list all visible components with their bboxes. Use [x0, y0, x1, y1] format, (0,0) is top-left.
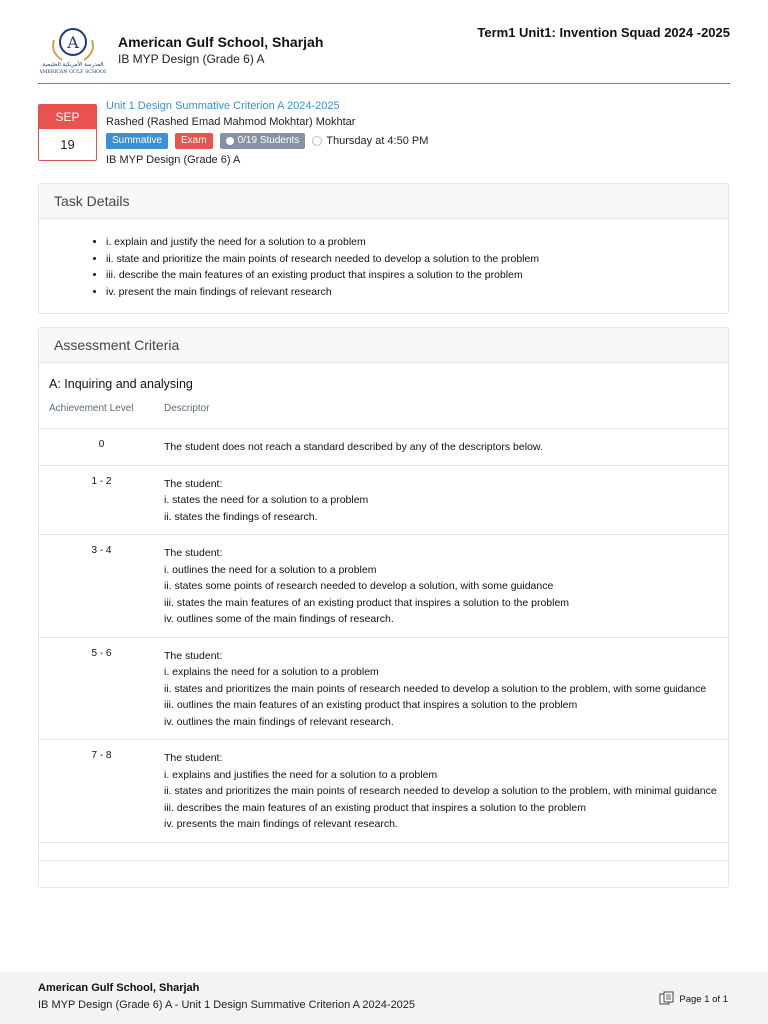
clock-icon	[312, 136, 322, 146]
assessment-criteria-panel	[38, 327, 729, 888]
task-class: IB MYP Design (Grade 6) A	[106, 154, 241, 166]
descriptor	[164, 638, 728, 740]
page-indicator	[659, 991, 728, 1008]
table-row	[39, 429, 728, 466]
students-count: 0/19 Students	[237, 135, 300, 146]
descriptor-line: iii. describes the main features of an existing product that inspires a solution to the problem	[164, 801, 586, 814]
descriptor-line: ii. states the findings of research.	[164, 510, 318, 523]
due-date-calendar	[38, 104, 97, 161]
descriptor-line: iv. presents the main findings of relevant research.	[164, 818, 398, 830]
descriptor-line: iii. outlines the main features of an existing product that inspires a solution to the problem	[164, 699, 578, 711]
due-time	[312, 135, 428, 147]
footer-school-name: American Gulf School, Sharjah	[38, 982, 200, 994]
table-row	[39, 466, 728, 536]
assessment-heading: Assessment Criteria	[39, 328, 728, 363]
school-logo	[40, 22, 106, 76]
criteria-table	[39, 428, 728, 861]
descriptor-line: i. outlines the need for a solution to a problem	[164, 563, 377, 576]
due-time-text: Thursday at 4:50 PM	[326, 135, 429, 147]
task-details-heading: Task Details	[39, 184, 728, 219]
list-item: • iii. describe the main features of an existing product that inspires a solution to the problem	[106, 267, 728, 284]
achievement-level: 1 - 2	[91, 475, 112, 487]
task-tags	[106, 133, 428, 149]
svg-text:المدرسة الأمريكية الخليجية: المدرسة الأمريكية الخليجية	[42, 62, 104, 68]
descriptor-line: The student:	[164, 477, 223, 490]
class-name: IB MYP Design (Grade 6) A	[118, 52, 265, 66]
achievement-level: 3 - 4	[91, 545, 112, 556]
school-name: American Gulf School, Sharjah	[118, 34, 324, 50]
table-row-empty	[39, 843, 728, 861]
list-item: • i. explain and justify the need for a solution to a problem	[106, 234, 728, 251]
descriptor	[164, 429, 728, 465]
descriptor-line: ii. states some points of research needed to develop a solution, with some guidance	[164, 580, 554, 592]
task-title-link[interactable]: Unit 1 Design Summative Criterion A 2024-2025	[106, 100, 340, 112]
descriptor	[164, 740, 728, 842]
descriptor-line: i. states the need for a solution to a problem	[164, 494, 369, 506]
pages-icon	[659, 991, 675, 1008]
list-item: • ii. state and prioritize the main points of research needed to develop a solution to the problem	[106, 251, 728, 268]
descriptor-line: ii. states and prioritizes the main points of research needed to develop a solution to the problem, with minimal guidance	[164, 785, 717, 797]
task-info	[106, 99, 428, 167]
descriptor-line: The student does not reach a standard described by any of the descriptors below.	[164, 441, 543, 453]
exam-badge: Exam	[175, 133, 213, 149]
calendar-day: 19	[60, 137, 75, 152]
table-row	[39, 535, 728, 638]
task-details-panel	[38, 183, 729, 314]
table-row	[39, 740, 728, 843]
achievement-level: 0	[98, 439, 105, 450]
page-header	[38, 0, 730, 84]
descriptor-line: iii. states the main features of an existing product that inspires a solution to the problem	[164, 596, 570, 609]
column-header-descriptor: Descriptor	[164, 403, 210, 414]
descriptor	[164, 535, 728, 637]
student-name: Rashed (Rashed Emad Mahmod Mokhtar) Mokhtar	[106, 116, 356, 128]
achievement-level: 5 - 6	[91, 647, 112, 659]
descriptor-line: i. explains and justifies the need for a solution to a problem	[164, 768, 438, 781]
descriptor-line: The student:	[164, 649, 223, 662]
footer-subtitle: IB MYP Design (Grade 6) A - Unit 1 Design Summative Criterion A 2024-2025	[38, 999, 416, 1011]
svg-text:A: A	[67, 33, 79, 52]
summative-badge: Summative	[106, 133, 168, 149]
descriptor-line: ii. states and prioritizes the main points of research needed to develop a solution to the problem, with some guidance	[164, 682, 707, 695]
task-details-list	[39, 219, 728, 300]
table-row	[39, 638, 728, 741]
svg-text:AMERICAN GULF SCHOOL: AMERICAN GULF SCHOOL	[40, 70, 106, 75]
document-title: Term1 Unit1: Invention Squad 2024 -2025	[477, 25, 730, 40]
calendar-month: SEP	[39, 105, 96, 129]
achievement-level: 7 - 8	[91, 750, 112, 761]
page-number: Page 1 of 1	[679, 994, 728, 1005]
page-footer	[0, 972, 768, 1024]
column-header-level: Achievement Level	[49, 403, 134, 414]
descriptor-line: iv. outlines some of the main findings of research.	[164, 613, 394, 625]
descriptor	[164, 466, 728, 535]
descriptor-line: i. explains the need for a solution to a problem	[164, 666, 379, 678]
criterion-title: A: Inquiring and analysing	[49, 377, 193, 391]
descriptor-line: iv. outlines the main findings of relevant research.	[164, 715, 394, 728]
students-dot-icon	[226, 137, 234, 145]
list-item: • iv. present the main findings of relevant research	[106, 284, 728, 301]
descriptor-line: The student:	[164, 752, 223, 764]
students-badge	[220, 133, 306, 149]
descriptor-line: The student:	[164, 547, 223, 559]
